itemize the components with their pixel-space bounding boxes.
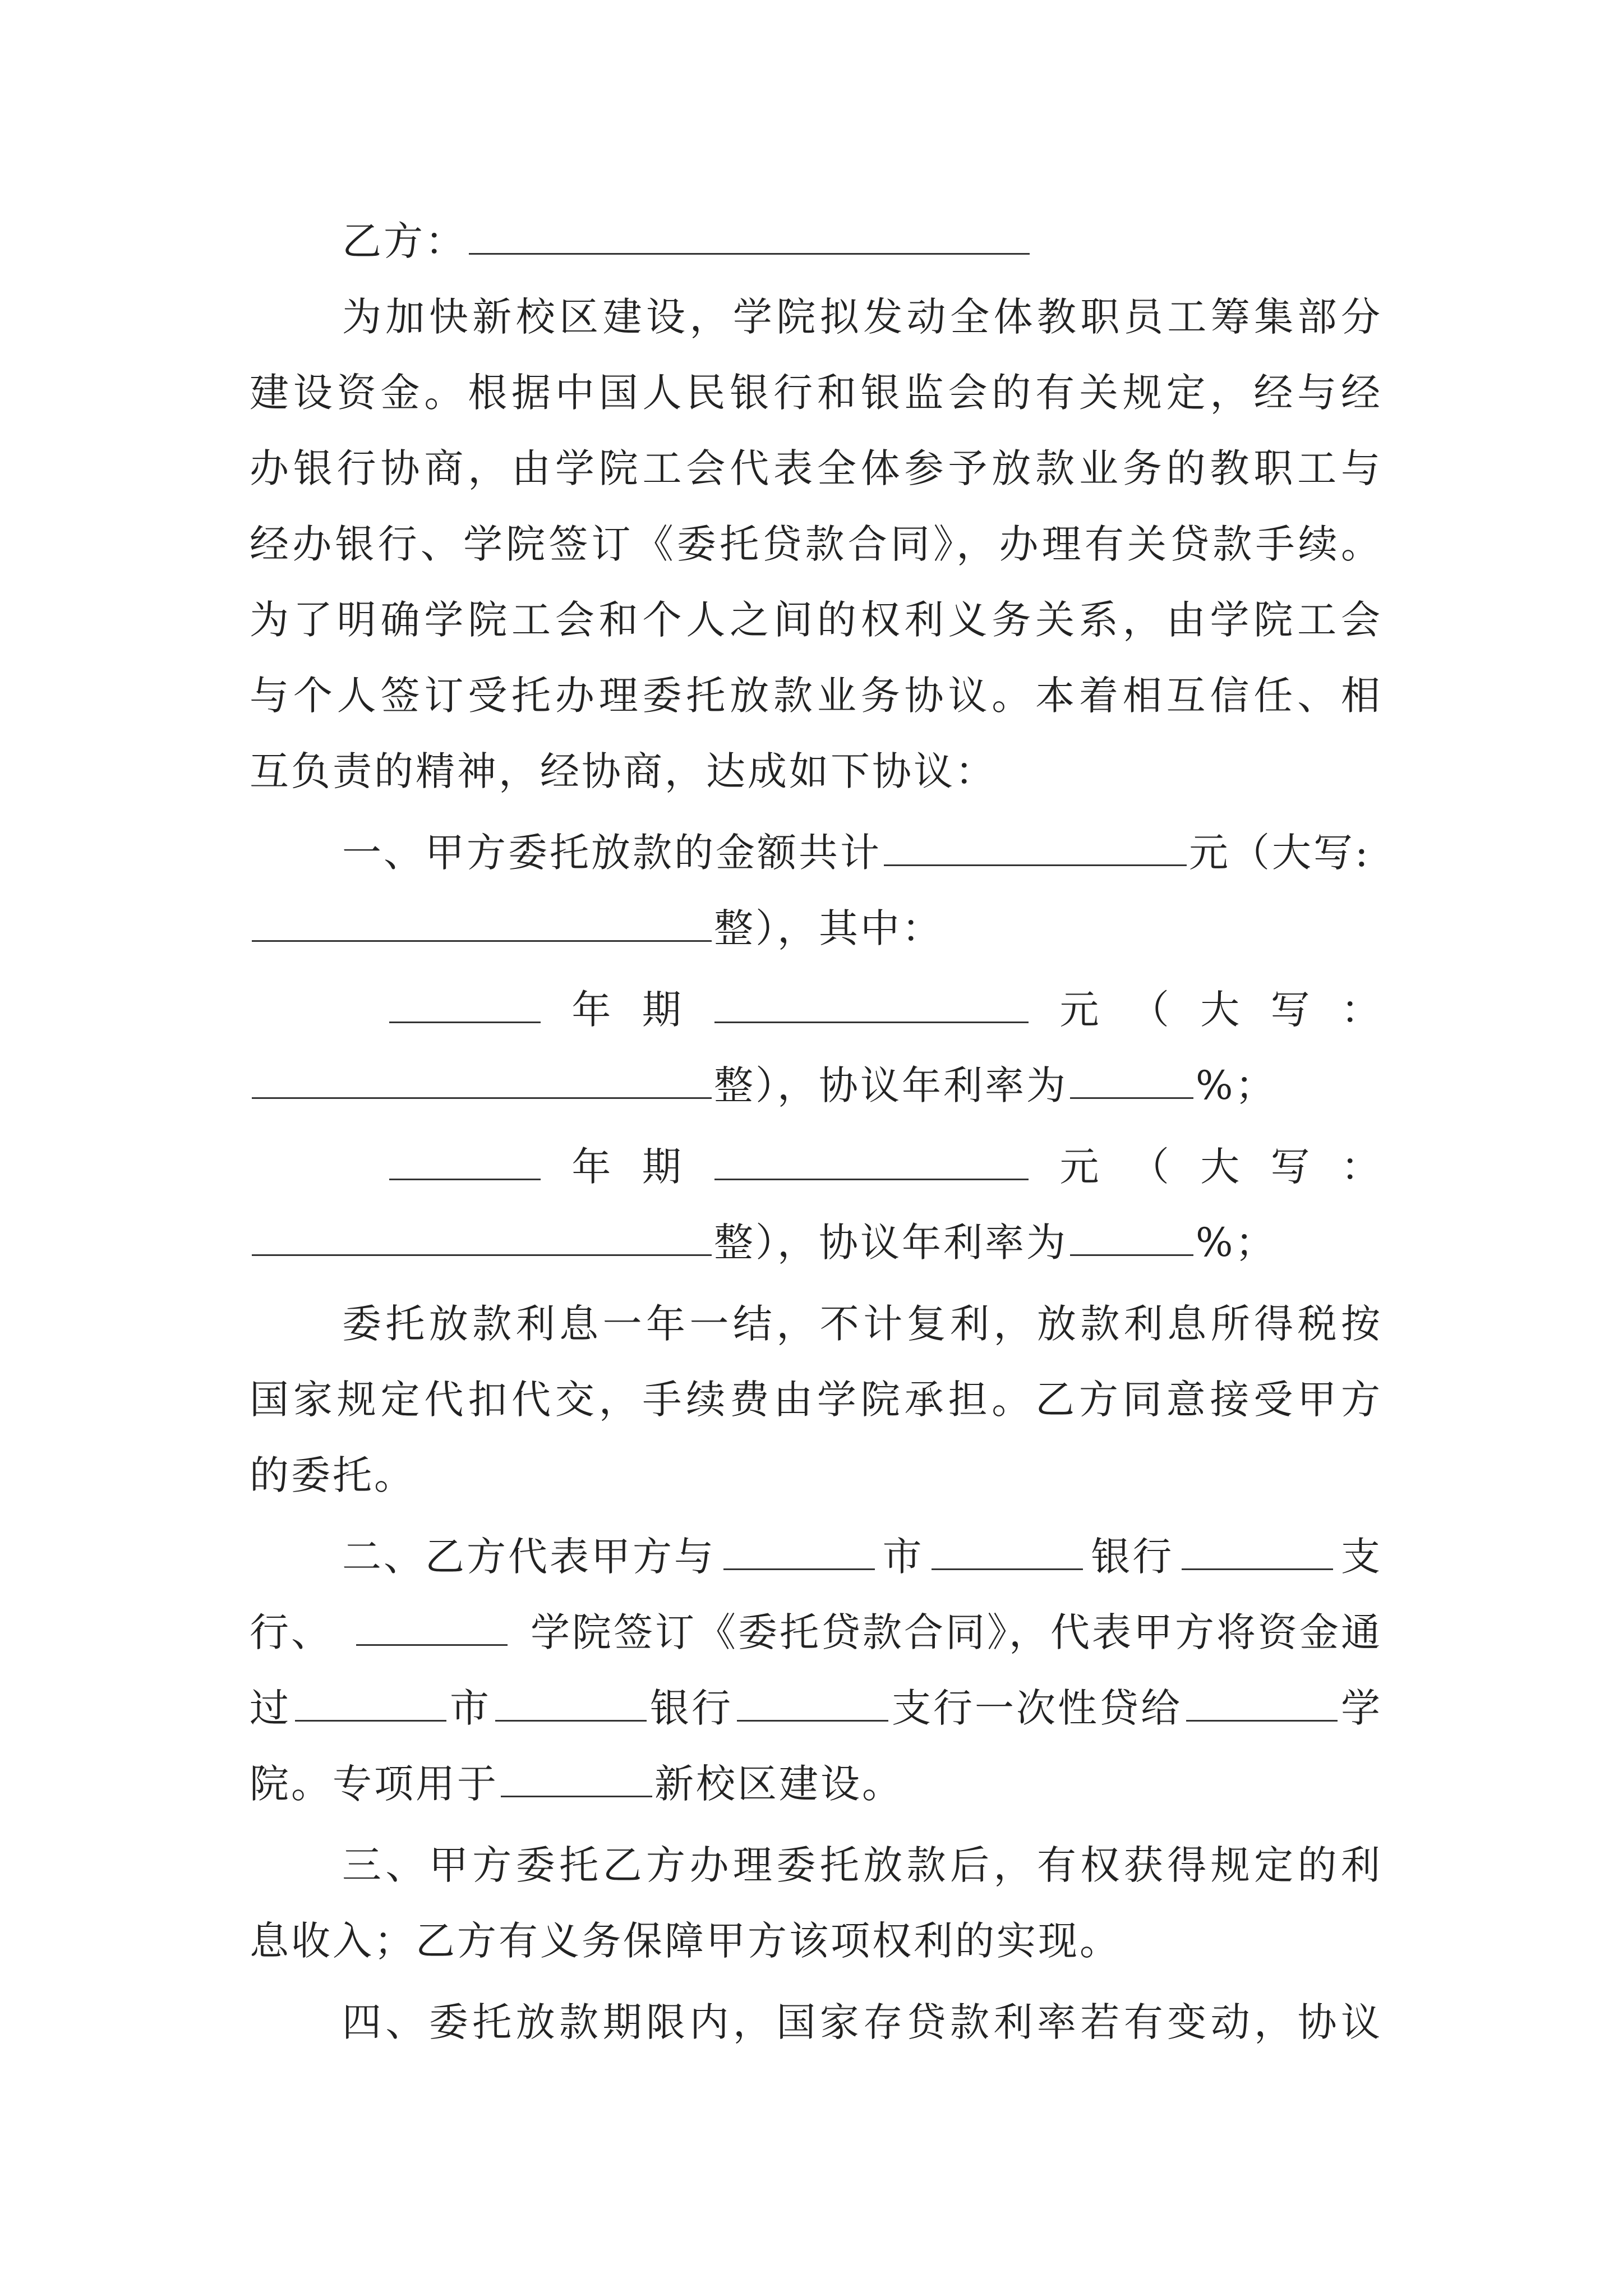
term2-paren: （ <box>1129 1144 1172 1190</box>
intro-line-4: 经办银行、学院签订《委托贷款合同》，办理有关贷款手续。 <box>250 521 1382 567</box>
clause2-contract-text: 学院签订《委托贷款合同》，代表甲方将资金通 <box>531 1609 1382 1655</box>
term2-daxie-blank[interactable] <box>252 1215 712 1256</box>
total-amount-daxie-blank[interactable] <box>252 901 712 942</box>
bank-blank-1[interactable] <box>932 1529 1083 1570</box>
party-b-line <box>342 208 1382 275</box>
branch-blank-2[interactable] <box>737 1681 888 1722</box>
campus-blank[interactable] <box>501 1756 652 1797</box>
term1-daxie-blank[interactable] <box>252 1058 712 1099</box>
intro-line-1: 为加快新校区建设，学院拟发动全体教职员工筹集部分 <box>342 294 1382 340</box>
yuan-daxie-label: 元（大写: <box>1189 830 1371 876</box>
term2-yuan: 元 <box>1059 1144 1101 1190</box>
clause1-line-2 <box>250 895 1382 962</box>
clause2-loan-text: 支行一次性贷给 <box>892 1685 1182 1731</box>
term2-xie: 写 <box>1270 1144 1312 1190</box>
shi-label-1: 市 <box>882 1534 924 1580</box>
clause4-line-1: 四、委托放款期限内，国家存贷款利率若有变动，协议 <box>342 1999 1382 2045</box>
yinhang-label-2: 银行 <box>650 1685 733 1731</box>
intro-line-3: 办银行协商，由学院工会代表全体参予放款业务的教职工与 <box>250 445 1382 491</box>
city-blank-2[interactable] <box>295 1681 446 1722</box>
term1-da: 大 <box>1200 987 1242 1033</box>
term1-qi: 期 <box>642 987 684 1033</box>
zheng-qizhong-label: 整），其中： <box>714 905 943 951</box>
college-blank-1[interactable] <box>356 1605 508 1646</box>
interest-line-1: 委托放款利息一年一结，不计复利，放款利息所得税按 <box>342 1301 1382 1347</box>
zhi-label: 支 <box>1340 1534 1382 1580</box>
term2-nian: 年 <box>571 1144 614 1190</box>
term1-percent: %； <box>1196 1062 1277 1108</box>
city-blank-1[interactable] <box>723 1529 875 1570</box>
clause1-line-1 <box>342 819 1382 886</box>
clause2-line-3 <box>250 1674 1382 1742</box>
shi-label-2: 市 <box>450 1685 491 1731</box>
branch-blank-1[interactable] <box>1182 1529 1333 1570</box>
total-amount-blank[interactable] <box>884 825 1187 866</box>
term2-qi: 期 <box>642 1144 684 1190</box>
clause2-campus-text: 新校区建设。 <box>654 1761 903 1807</box>
term1-xie: 写 <box>1270 987 1312 1033</box>
party-b-label: 乙方： <box>342 218 467 264</box>
term1-colon: ： <box>1341 987 1382 1033</box>
term1-nian: 年 <box>571 987 614 1033</box>
clause1-prefix: 一、甲方委托放款的金额共计 <box>342 830 882 876</box>
bank-blank-2[interactable] <box>495 1681 647 1722</box>
college-blank-2[interactable] <box>1186 1681 1338 1722</box>
term2-zheng-rate: 整），协议年利率为 <box>714 1220 1068 1266</box>
interest-line-3: 的委托。 <box>250 1452 416 1498</box>
term2-da: 大 <box>1200 1144 1242 1190</box>
term2-years-blank[interactable] <box>389 1139 541 1180</box>
hang-label: 行、 <box>250 1609 333 1655</box>
clause2-line-4 <box>250 1750 1382 1818</box>
interest-line-2: 国家规定代扣代交，手续费由学院承担。乙方同意接受甲方 <box>250 1377 1382 1423</box>
clause2-prefix: 二、乙方代表甲方与 <box>342 1534 716 1580</box>
term1-rate-line <box>250 1052 1382 1119</box>
yinhang-label-1: 银行 <box>1091 1534 1174 1580</box>
term1-amount-blank[interactable] <box>714 982 1029 1023</box>
term1-paren: （ <box>1129 987 1172 1033</box>
term2-line <box>387 1133 1382 1200</box>
party-b-blank[interactable] <box>469 214 1030 255</box>
clause3-line-2: 息收入；乙方有义务保障甲方该项权利的实现。 <box>250 1918 1121 1964</box>
clause2-line-2 <box>250 1599 1382 1666</box>
clause2-line-1 <box>342 1523 1382 1590</box>
term2-percent: %； <box>1196 1220 1277 1266</box>
guo-label: 过 <box>250 1685 291 1731</box>
term1-line <box>387 976 1382 1043</box>
term2-rate-blank[interactable] <box>1070 1215 1193 1256</box>
term2-rate-line <box>250 1209 1382 1276</box>
intro-line-7: 互负责的精神，经协商，达成如下协议： <box>250 748 997 794</box>
term2-colon: ： <box>1341 1144 1382 1190</box>
term1-yuan: 元 <box>1059 987 1101 1033</box>
term1-rate-blank[interactable] <box>1070 1058 1193 1099</box>
clause3-line-1: 三、甲方委托乙方办理委托放款后，有权获得规定的利 <box>342 1842 1382 1888</box>
intro-line-5: 为了明确学院工会和个人之间的权利义务关系，由学院工会 <box>250 597 1382 643</box>
term2-amount-blank[interactable] <box>714 1139 1029 1180</box>
term1-years-blank[interactable] <box>389 982 541 1023</box>
intro-line-2: 建设资金。根据中国人民银行和银监会的有关规定，经与经 <box>250 370 1382 416</box>
clause2-usage-text: 院。专项用于 <box>250 1761 499 1807</box>
xue-label: 学 <box>1341 1685 1382 1731</box>
term1-zheng-rate: 整），协议年利率为 <box>714 1062 1068 1108</box>
intro-line-6: 与个人签订受托办理委托放款业务协议。本着相互信任、相 <box>250 673 1382 719</box>
